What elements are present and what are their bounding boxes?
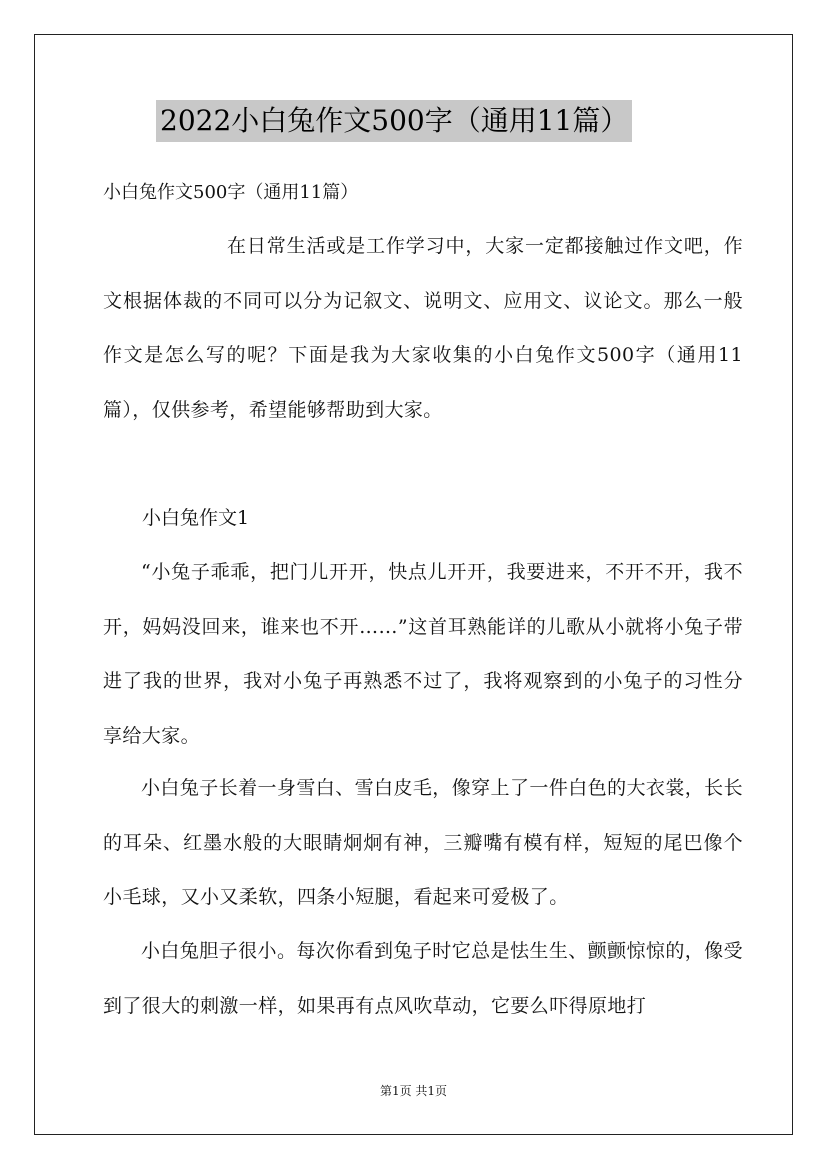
document-title: 2022小白兔作文500字（通用11篇） [156,100,632,142]
page-footer: 第1页 共1页 [379,1084,448,1098]
body-paragraph: “小兔子乖乖，把门儿开开，快点儿开开，我要进来，不开不开，我不开，妈妈没回来，谁来也不开……”这首耳熟能详的儿歌从小就将小兔子带进了我的世界，我对小兔子再熟悉不过了，我将观察到的小兔子的习性分享给大家。 [103,561,743,747]
document-subtitle: 小白兔作文500字（通用11篇） [103,182,359,203]
body-paragraph: 小白兔子长着一身雪白、雪白皮毛，像穿上了一件白色的大衣裳，长长的耳朵、红墨水般的大眼睛炯炯有神，三瓣嘴有模有样，短短的尾巴像个小毛球，又小又柔软，四条小短腿，看起来可爱极了。 [103,777,743,908]
intro-paragraph: 在日常生活或是工作学习中，大家一定都接触过作文吧，作文根据体裁的不同可以分为记叙文、说明文、应用文、议论文。那么一般作文是怎么写的呢？下面是我为大家收集的小白兔作文500字（通用11篇），仅供参考，希望能够帮助到大家。 [103,235,743,421]
body-paragraph: 小白兔胆子很小。每次你看到兔子时它总是怯生生、颤颤惊惊的，像受到了很大的刺激一样，如果再有点风吹草动，它要么吓得原地打 [103,940,743,1017]
section-heading: 小白兔作文1 [142,507,250,529]
